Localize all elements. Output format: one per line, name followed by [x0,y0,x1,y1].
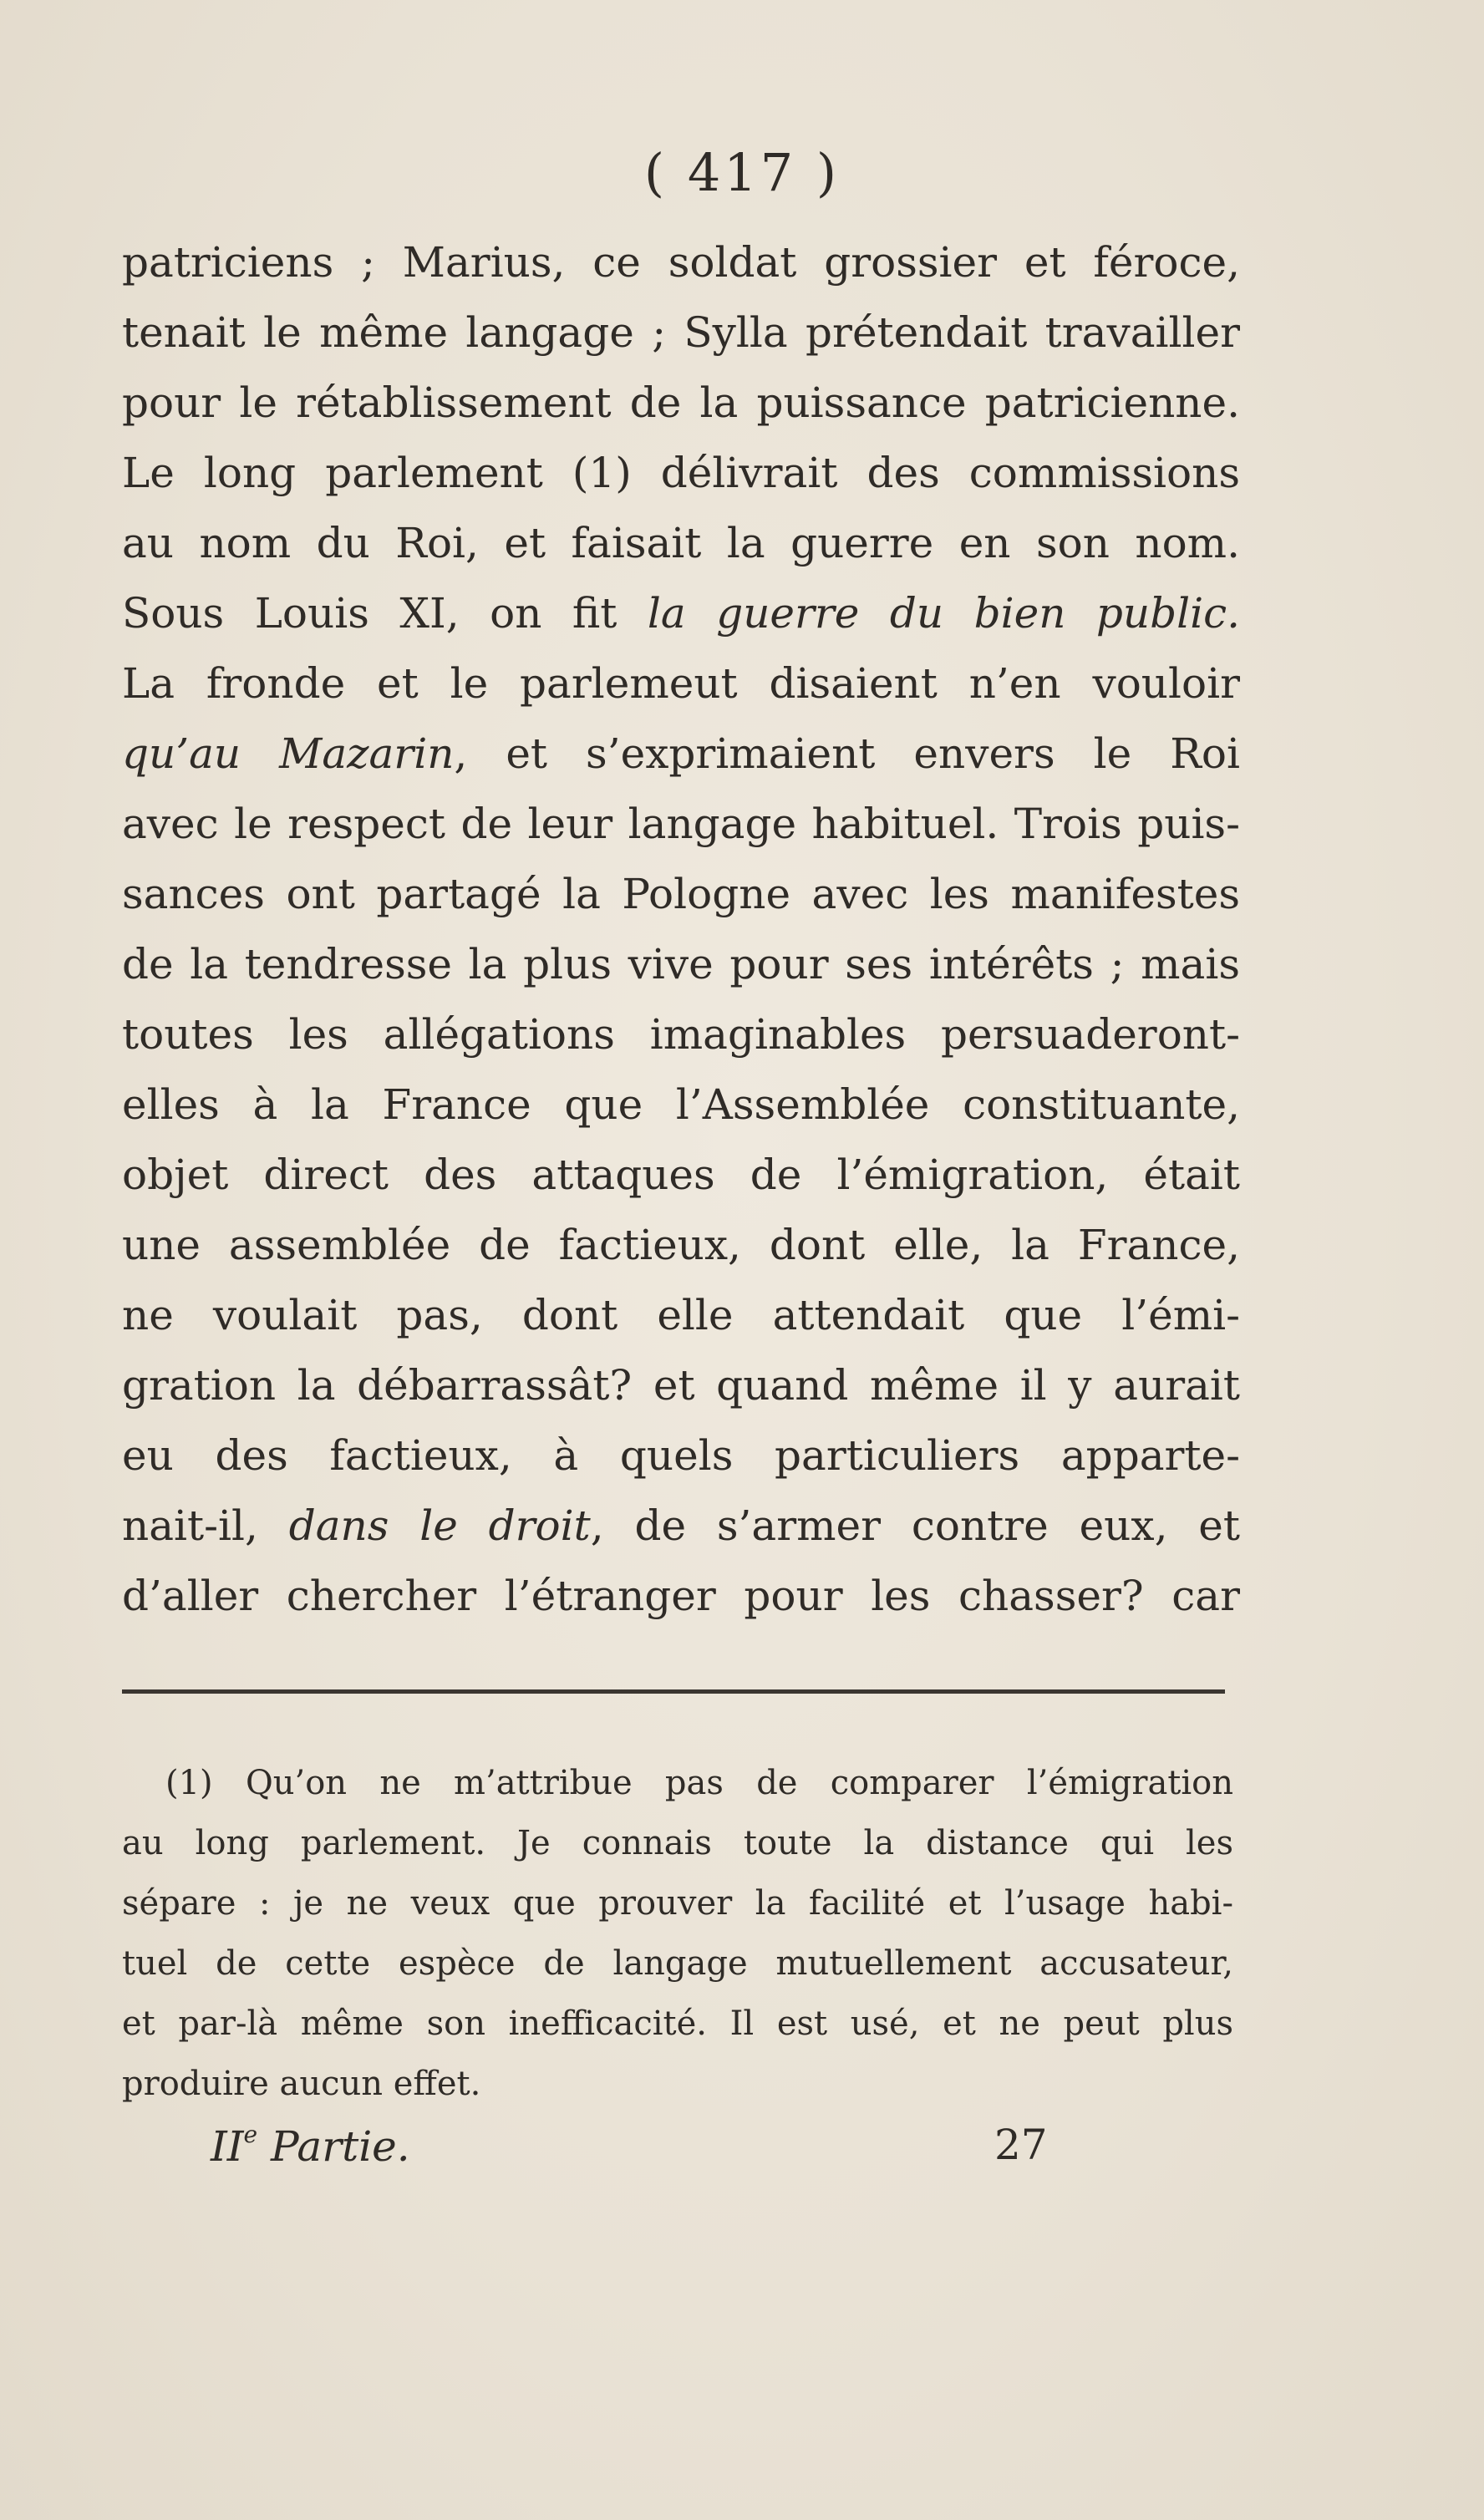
body-line: La fronde et le parlemeut disaient n’en vouloir [122,659,1240,708]
body-line: d’aller chercher l’étranger pour les chasser? car [122,1572,1240,1620]
body-line: patriciens ; Marius, ce soldat grossier et féroce, [122,238,1240,287]
body-line: nait-il, dans le droit, de s’armer contre eux, et [122,1501,1240,1550]
footnote-rule [122,1689,1225,1694]
body-line: tenait le même langage ; Sylla prétendait travailler [122,308,1240,357]
footnote-line: tuel de cette espèce de langage mutuellement accusateur, [122,1944,1233,1983]
body-line: eu des factieux, à quels particuliers apparte- [122,1431,1240,1480]
footnote [122,1753,1233,2114]
footnote-line: produire aucun effet. [122,2065,481,2103]
footnote-line: au long parlement. Je connais toute la distance qui les [122,1824,1233,1862]
footnote-line: (1) Qu’on ne m’attribue pas de comparer l’émigration [165,1764,1233,1802]
italic-phrase: la guerre du bien public. [647,589,1240,638]
gathering-number: 27 [994,2121,1048,2169]
body-line: Sous Louis XI, on fit la guerre du bien public. [122,589,1240,638]
body-line: sances ont partagé la Pologne avec les manifestes [122,870,1240,918]
body-line: gration la débarrassât? et quand même il y aurait [122,1361,1240,1410]
page-number: ( 417 ) [643,142,841,203]
body-line: elles à la France que l’Assemblée constituante, [122,1080,1240,1129]
body-line: ne voulait pas, dont elle attendait que l’émi- [122,1291,1240,1339]
body-line: objet direct des attaques de l’émigration, était [122,1151,1240,1199]
body-text [122,227,1240,1631]
body-line: qu’au Mazarin, et s’exprimaient envers le Roi [122,729,1240,778]
body-line: toutes les allégations imaginables persuaderont- [122,1010,1240,1059]
body-line: de la tendresse la plus vive pour ses intérêts ; mais [122,940,1240,988]
part-signature: IIe Partie. [211,2121,410,2171]
body-line: avec le respect de leur langage habituel. Trois puis- [122,800,1240,848]
italic-phrase: dans le droit [288,1501,591,1550]
body-line: au nom du Roi, et faisait la guerre en son nom. [122,519,1240,567]
footnote-line: sépare : je ne veux que prouver la facilité et l’usage habi- [122,1884,1233,1923]
footnote-line: et par-là même son inefficacité. Il est usé, et ne peut plus [122,2004,1233,2043]
body-line: une assemblée de factieux, dont elle, la France, [122,1221,1240,1269]
body-line: Le long parlement (1) délivrait des commissions [122,449,1240,497]
body-line: pour le rétablissement de la puissance patricienne. [122,379,1240,427]
italic-phrase: qu’au Mazarin [122,729,455,778]
